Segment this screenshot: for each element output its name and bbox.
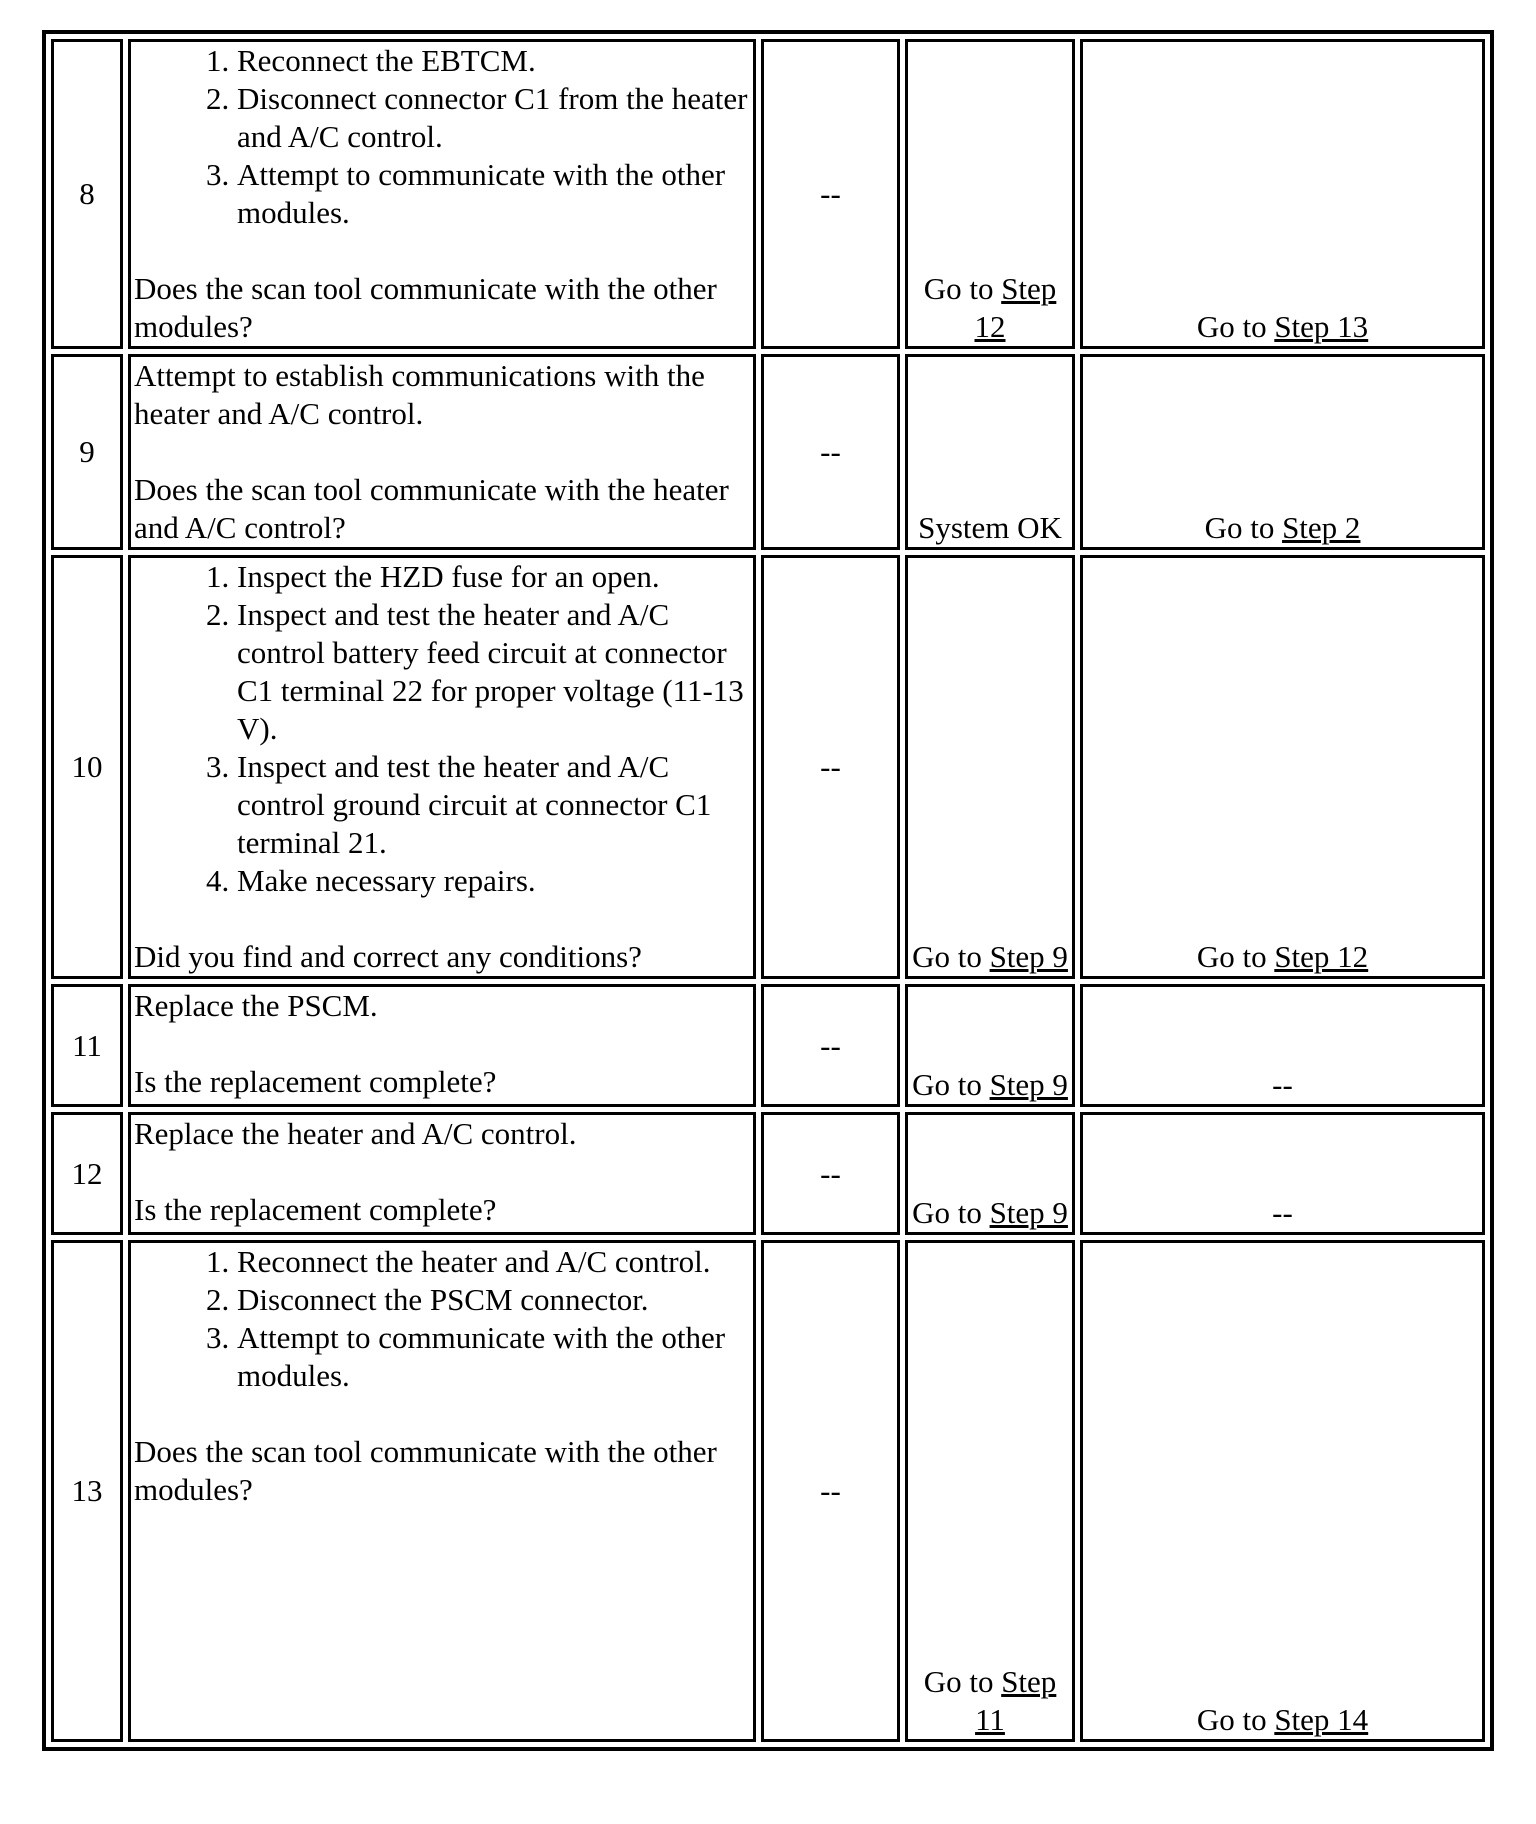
table-row [51,984,1485,1107]
list-item: 3. Attempt to communicate with the other modules. [237,156,750,232]
no-prefix: -- [1272,1067,1293,1102]
yes-prefix: System OK [918,510,1062,545]
no-action [1080,1240,1485,1742]
step-link[interactable]: Step 14 [1274,1702,1369,1737]
step-link[interactable]: Step 9 [989,1195,1068,1230]
yes-action [905,555,1075,979]
action-text: Replace the heater and A/C control. [134,1116,577,1151]
action-cell [128,984,756,1107]
action-cell [128,1240,756,1742]
no-action [1080,354,1485,550]
table-row [51,555,1485,979]
step-number: 12 [51,1112,123,1235]
step-link[interactable]: Step 9 [989,1067,1068,1102]
no-action [1080,1112,1485,1235]
yes-action [905,354,1075,550]
step-number: 10 [51,555,123,979]
step-number: 8 [51,39,123,349]
instruction-list [134,42,750,232]
value-cell: -- [761,354,900,550]
value-cell: -- [761,984,900,1107]
value-cell: -- [761,1112,900,1235]
question-text: Does the scan tool communicate with the other modules? [134,1434,717,1507]
no-prefix: Go to [1196,1702,1275,1737]
value-cell: -- [761,39,900,349]
no-prefix: Go to [1204,510,1283,545]
step-link[interactable]: Step 12 [1274,939,1369,974]
list-item: 1. Reconnect the heater and A/C control. [237,1243,750,1281]
diagnostic-table [42,30,1494,1751]
action-text: Attempt to establish communications with the heater and A/C control. [134,358,705,431]
yes-action [905,1112,1075,1235]
step-link[interactable]: Step 12 [974,271,1057,344]
action-cell [128,555,756,979]
no-action [1080,984,1485,1107]
instruction-list [134,558,750,900]
action-text: Replace the PSCM. [134,988,378,1023]
no-prefix: -- [1272,1195,1293,1230]
list-item: 2. Inspect and test the heater and A/C control battery feed circuit at connector C1 terminal 22 for proper voltage (11-13 V). [237,596,750,748]
yes-action [905,39,1075,349]
action-cell [128,39,756,349]
list-item: 4. Make necessary repairs. [237,862,750,900]
list-item: 2. Disconnect connector C1 from the heater and A/C control. [237,80,750,156]
table-row [51,354,1485,550]
yes-action [905,1240,1075,1742]
value-cell: -- [761,555,900,979]
list-item: 2. Disconnect the PSCM connector. [237,1281,750,1319]
step-link[interactable]: Step 13 [1274,309,1369,344]
instruction-list [134,1243,750,1395]
no-action [1080,39,1485,349]
step-number: 11 [51,984,123,1107]
table-row [51,39,1485,349]
list-item: 3. Attempt to communicate with the other modules. [237,1319,750,1395]
step-link[interactable]: Step 11 [975,1664,1057,1737]
question-text: Did you find and correct any conditions? [134,939,642,974]
diagnostic-table-container [42,30,1494,1751]
step-link[interactable]: Step 9 [989,939,1068,974]
value-cell: -- [761,1240,900,1742]
list-item: 3. Inspect and test the heater and A/C control ground circuit at connector C1 terminal 21. [237,748,750,862]
yes-prefix: Go to [912,1067,990,1102]
table-row [51,1240,1485,1742]
no-prefix: Go to [1196,939,1275,974]
question-text: Does the scan tool communicate with the heater and A/C control? [134,472,729,545]
no-action [1080,555,1485,979]
action-cell [128,354,756,550]
list-item: 1. Reconnect the EBTCM. [237,42,750,80]
question-text: Is the replacement complete? [134,1064,497,1099]
no-prefix: Go to [1196,309,1275,344]
step-number: 9 [51,354,123,550]
yes-action [905,984,1075,1107]
yes-prefix: Go to [923,1664,1002,1699]
yes-prefix: Go to [912,1195,990,1230]
step-link[interactable]: Step 2 [1282,510,1361,545]
question-text: Is the replacement complete? [134,1192,497,1227]
table-row [51,1112,1485,1235]
action-cell [128,1112,756,1235]
yes-prefix: Go to [923,271,1002,306]
list-item: 1. Inspect the HZD fuse for an open. [237,558,750,596]
yes-prefix: Go to [912,939,990,974]
step-number: 13 [51,1240,123,1742]
question-text: Does the scan tool communicate with the other modules? [134,271,717,344]
